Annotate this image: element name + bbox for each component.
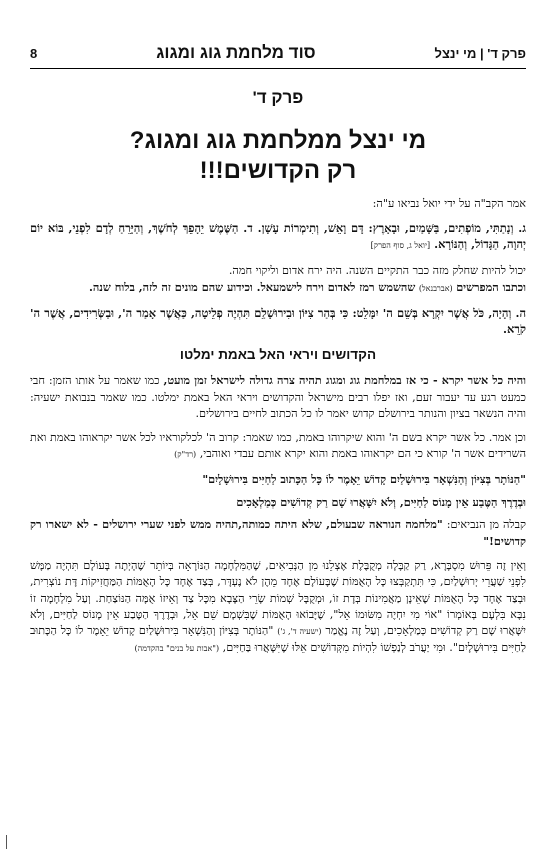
prophets-quote: "מלחמה הנוראה שבעולם, שלא היתה כמותה,תהיה ממש לפני שערי ירושלים - לא ישארו רק קדושים!" [30,516,526,549]
chapter-label: פרק ד' [252,88,304,107]
tradition-ref-avot: ("אבות על בנים" בהקדמה) [134,644,220,654]
page-number: 8 [30,45,38,61]
tradition-ref-isaiah: (ישעיה ד', ג') [277,627,322,637]
tradition-text: וְאֵין זֶה פֵּרוּשׁ מִסְבָּרָא, רַק קַבָּלָה מְקֻבֶּלֶת אֶצְלֵנוּ מִן הַנְּבִיאִים, שֶׁהַמִּלְחָמָה הַנּוֹרָאָה בְּיוֹתֵר שֶׁהָיְתָה בָּעוֹלָם תִּהְיֶה מַמָּשׁ לִפְנֵי שַׁעֲרֵי יְרוּשָׁלַיִם, כִּי תִּתְקַבְּצוּ כָּל הָאֻמּוֹת שֶׁבָּעוֹלָם אֶחָד מֵהֶן לֹא נֶעְדָּר, בְּצַד אֶחָד כָּל הָאֻמּוֹת הַמַּחֲזִיקוֹת דָּת נוֹצְרִית, וּבְצַד אֶחָד כָּל הָאֻמּוֹת שֶׁאֵינָן מַאֲמִינוֹת בְּדָת זוֹ, וּמְקֻבָּל שְׁמוֹת שָׂרֵי הַצָּבָא מִכָּל צַד וְאֵיזוֹ אֻמָּה הַנּוֹצַחַת. וְעַל מִלְחָמָה זוֹ נִבָּא בִּלְעָם בְּאוֹמְרוֹ "אוֹי מִי יִחְיֶה מִשּׂוּמוֹ אֵל", שֶׁיָּבוֹאוּ הָאֻמּוֹת שֶׁבִּשְׁמָם שֵׁם אֵל, וּבְדֶרֶךְ הַטֶּבַע אֵין מָנוֹס לַחַיִּים, וְלֹא יִשָּׁאֲרוּ שָׁם רַק קְדוֹשִׁים כְּמַלְאָכִים, וְעַל זֶה נֶאֱמַר [30,559,526,638]
quote-no-escape: וּבְדֶרֶךְ הַטֶּבַע אֵין מָנוֹס לַחַיִּים, וְלֹא יִשָּׁאֲרוּ שָׁם רַק קְדוֹשִׁים כְּמַלְאָכִים [236,494,526,509]
commentary-lead: והיה כל אשר יקרא - כי אז במלחמת גוג ומגוג תהיה צרה גדולה לישראל זמן מועט, [163,373,526,388]
margin-mark [6,835,7,849]
tradition-paragraph [30,558,526,657]
prophets-paragraph [30,516,526,550]
running-chapter-ref: פרק ד' | מי ינצל [434,45,526,61]
radak-source: (רד"ק) [174,450,197,460]
quote-remnant: "הַנּוֹתָר בְּצִיּוֹן וְהַנִּשְׁאָר בִּירוּשָׁלַיִם קָדוֹשׁ יֵאָמֶר לוֹ כָּל הַכָּתוּב לַחַיִּים בִּירוּשָׁלָיִם" [202,472,526,487]
prophets-lead: קבלה מן הנביאים: [446,517,526,531]
chapter-title-line-1: מי ינצל ממלחמת גוג ומגוג? [129,127,427,154]
verse-joel-paragraph [30,220,526,254]
page-body [30,88,526,665]
verse-escape: ה. וְהָיָה, כֹּל אֲשֶׁר יִקְרָא בְּשֵׁם ה' יִמָּלֵט: כִּי בְּהַר צִיּוֹן וּבִירוּשָׁלִַם תִּהְיֶה פְלֵיטָה, כַּאֲשֶׁר אָמַר ה', וּבַשְּׂרִידִים, אֲשֶׁר ה' קֹרֵא. [30,306,526,337]
eclipse-text-b: וכתבו המפרשים [456,279,526,294]
section-title: הקדושים ויראי האל באמת ימלטו [179,347,377,363]
radak-text: וכן אמר. כל אשר יקרא בשם ה' והוא שיקרוהו באמת, כמו שאמר: קרוב ה' לכלקוראיו לכל אשר יקראוהו באמת ואת השרידים אשר ה' קורא כי הם יקראוהו באמת והוא יקרא אותם עבדי ואוהבי, [30,431,526,461]
verse-joel-text: ג. וְנָתַתִּי, מוֹפְתִים, בַּשָּׁמַיִם, וּבָאָרֶץ: דָּם וָאֵשׁ, וְתִימְרוֹת עָשָׁן. ד. הַשֶּׁמֶשׁ יֵהָפֵךְ לְחֹשֶׁךְ, וְהַיָּרֵחַ לְדָם לִפְנֵי, בּוֹא יוֹם יְהוָה, הַגָּדוֹל, וְהַנּוֹרָא. [30,221,526,252]
commentary-paragraph [30,372,526,422]
eclipse-source: (אברבנאל) [418,283,453,293]
eclipse-paragraph [30,263,526,297]
radak-paragraph [30,430,526,463]
eclipse-text-c: שהשמש רמז לאדום וירח לישמעאל. וכידוע שהם מונים זה לזה, בלוח שנה. [88,279,416,294]
chapter-title-line-2: רק הקדושים!!! [199,157,357,184]
running-book-title: סוד מלחמת גוג ומגוג [156,43,316,62]
intro-line: אמר הקב"ה על ידי יואל נביאו ע"ה: [372,197,526,210]
header-rule [30,68,526,69]
tradition-text-b: "הַנּוֹתָר בְּצִיּוֹן וְהַנִּשְׁאָר בִּירוּשָׁלַיִם קָדוֹשׁ יֵאָמֶר לוֹ כָּל הַכָּתוּב לַחַיִּים בִּירוּשָׁלָיִם". וּמִי יַעֲרֹב לְנַפְשׁוֹ לִהְיוֹת מִקְּדוֹשִׁים אֵלּוּ שֶׁיִּשָּׁאֲרוּ בַּחַיִּים, [30,624,526,655]
verse-joel-ref: [יואל ג, סוף הפרק] [370,241,431,251]
page-header [30,40,526,66]
eclipse-text-a: יכול להיות שחלק מזה כבר התקיים השנה. היה ירח אדום וליקוי חמה. [228,263,526,277]
chapter-title [30,126,526,186]
commentary-rest: כמו שאמר על אותו הזמן: חבי כמעט רגע עד יעבור זעם, ואז יפלו רבים מישראל והקדושים ויראי האל באמת ימלטו. כמו שאמר בנבואת ישעיה: והיה הנשאר בציון והנותר בירושלם קדוש יאמר לו כל הכתוב לחיים בירושלים. [30,374,526,420]
